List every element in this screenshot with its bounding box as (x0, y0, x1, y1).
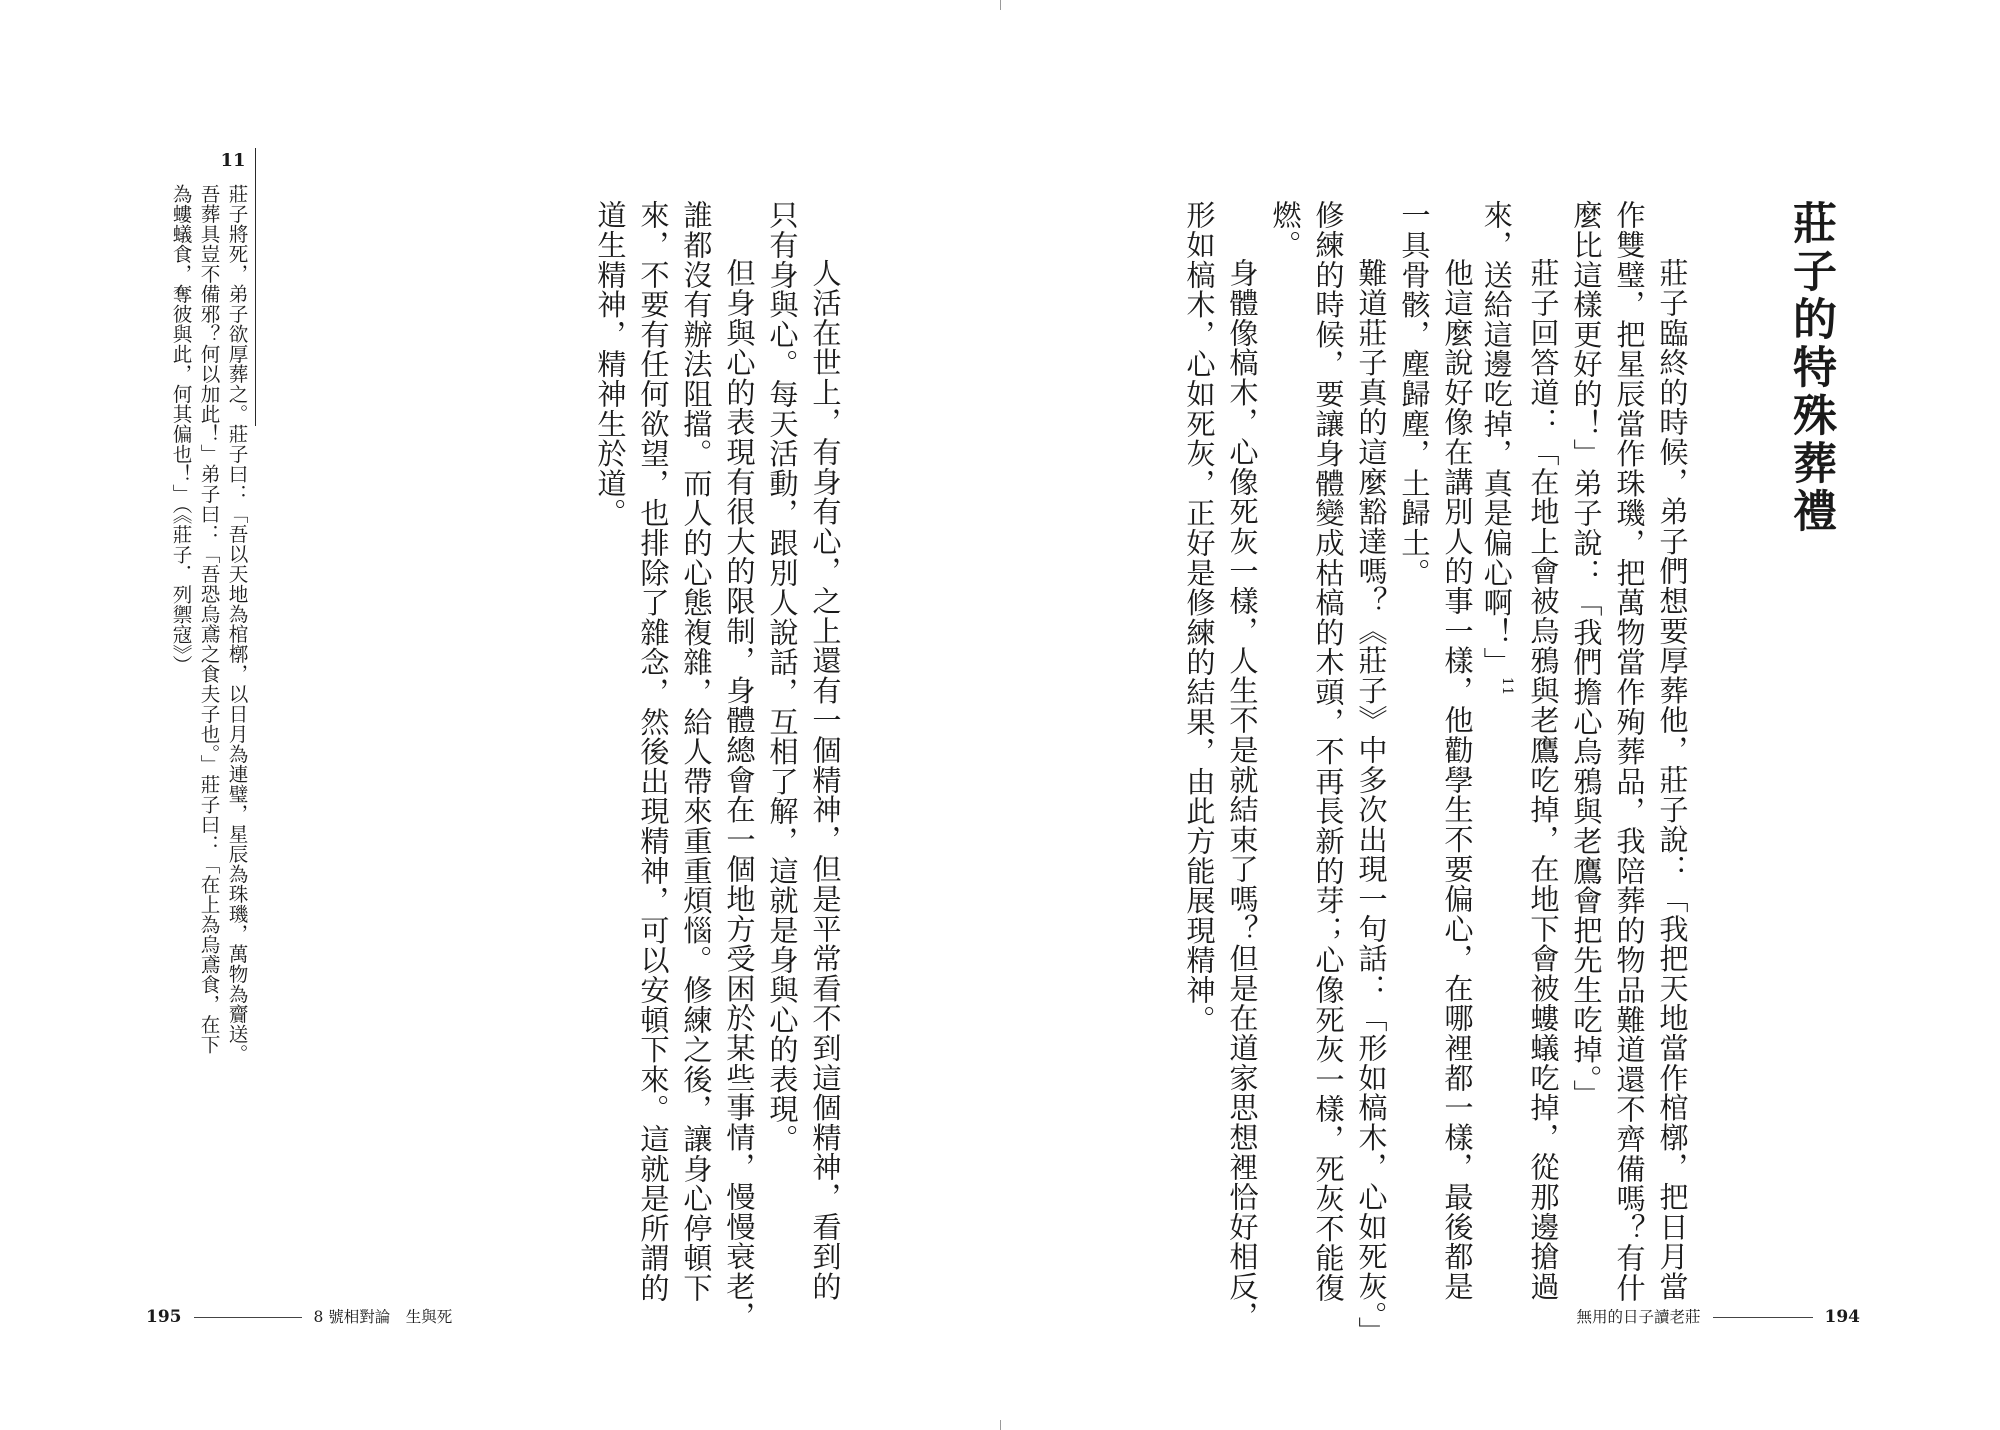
crop-mark-bottom (1000, 1420, 1001, 1430)
body-column: 來，不要有任何欲望，也排除了雜念，然後出現精神，可以安頓下來。這就是所謂的 (636, 200, 670, 1303)
body-column: 燃。 (1268, 200, 1302, 260)
footnote-column: 莊子將死，弟子欲厚葬之。莊子曰：「吾以天地為棺槨，以日月為連璧，星辰為珠璣，萬物為齎送。 (225, 184, 248, 1064)
left-page-footer (146, 1308, 452, 1326)
body-column: 但身與心的表現有很大的限制，身體總會在一個地方受困於某些事情，慢慢衰老， (722, 258, 756, 1331)
footnote-column: 為螻蟻食，奪彼與此，何其偏也！」（《莊子．列禦寇》） (169, 184, 192, 675)
section-title: 莊子的特殊葬禮 (1785, 200, 1836, 536)
body-column: 道生精神，精神生於道。 (593, 200, 627, 528)
body-column (1480, 200, 1514, 696)
body-column: 只有身與心。每天活動，跟別人說話，互相了解，這就是身與心的表現。 (765, 200, 799, 1154)
body-column: 作雙璧，把星辰當作珠璣，把萬物當作殉葬品，我陪葬的物品難道還不齊備嗎？有什 (1612, 200, 1646, 1303)
footnote-column: 吾葬具豈不備邪？何以加此！」弟子曰：「吾恐烏鳶之食夫子也。」莊子曰：「在上為烏鳶食，在下 (197, 184, 220, 1055)
body-column: 誰都沒有辦法阻擋。而人的心態複雜，給人帶來重重煩惱。修練之後，讓身心停頓下 (679, 200, 713, 1303)
right-page-footer (1576, 1308, 1860, 1326)
body-column: 身體像槁木，心像死灰一樣，人生不是就結束了嗎？但是在道家思想裡恰好相反， (1225, 258, 1259, 1331)
footnote-divider (255, 148, 256, 426)
chapter-title: 8 號相對論 生與死 (313, 1308, 453, 1326)
footer-rule (194, 1317, 302, 1318)
body-column: 一具骨骸，塵歸塵，土歸土。 (1397, 200, 1431, 588)
body-column: 形如槁木，心如死灰，正好是修練的結果，由此方能展現精神。 (1182, 200, 1216, 1035)
page-number: 195 (146, 1307, 182, 1327)
body-column: 修練的時候，要讓身體變成枯槁的木頭，不再長新的芽；心像死灰一樣，死灰不能復 (1311, 200, 1345, 1303)
footer-rule (1713, 1317, 1813, 1318)
body-column: 麼比這樣更好的！」弟子說：「我們擔心烏鴉與老鷹會把先生吃掉。」 (1569, 200, 1603, 1110)
footnote-number: 11 (220, 150, 246, 171)
book-title: 無用的日子讀老莊 (1576, 1308, 1701, 1326)
body-column: 他這麼說好像在講別人的事一樣，他勸學生不要偏心，在哪裡都一樣，最後都是 (1440, 258, 1474, 1301)
body-column: 人活在世上，有身有心，之上還有一個精神，但是平常看不到這個精神，看到的 (808, 258, 842, 1301)
body-column: 莊子臨終的時候，弟子們想要厚葬他，莊子說：「我把天地當作棺槨，把日月當 (1655, 258, 1689, 1301)
body-text: 來，送給這邊吃掉，真是偏心啊！」 (1479, 200, 1514, 677)
body-column: 莊子回答道：「在地上會被烏鴉與老鷹吃掉，在地下會被螻蟻吃掉，從那邊搶過 (1526, 258, 1560, 1301)
page-number: 194 (1824, 1307, 1860, 1327)
body-column: 難道莊子真的這麼豁達嗎？《莊子》中多次出現一句話：「形如槁木，心如死灰。」 (1354, 258, 1388, 1346)
footnote-reference: 11 (1499, 676, 1515, 696)
crop-mark-top (1000, 0, 1001, 10)
